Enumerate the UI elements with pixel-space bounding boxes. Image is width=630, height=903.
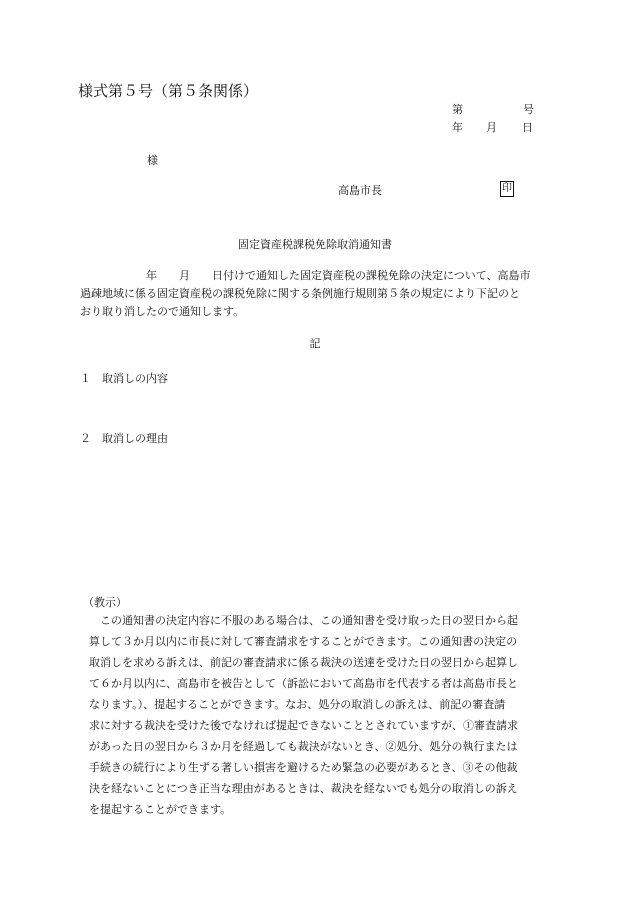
item-cancellation-reason: [80, 430, 168, 446]
item-number: ２: [80, 432, 91, 445]
form-number: 様式第５号（第５条関係）: [78, 82, 259, 100]
date-month-label: 月: [486, 121, 497, 134]
notice-body: この通知書の決定内容に不服のある場合は、この通知書を受け取った日の翌日から起 算して３か月以内に市長に対して審査請求をすることができます。この通知書の決定の 取消しを求める訴えは、前記の審査請求に係る裁決の送達を受けた日の翌日から起算し て６か月以内に、高島市を被告として（訴訟において高島市を代表する者は高島市長と なります。）、提起することができます。なお、処分の取消しの訴えは、前記の審査請 求に対する裁決を受けた後でなければ提起できないこととされていますが、①審査請求 があった日の翌日から３か月を経過しても裁決がないとき、②処分、処分の執行または 手続きの続行により生ずる著しい損害を避けるため緊急の必要があるとき、③その他裁 決を経ないことにつき正当な理由があるときは、裁決を経ないでも処分の取消しの訴え を提起することができます。: [89, 614, 518, 816]
body-paragraph: 年 月 日付けで通知した固定資産税の課税免除の決定について、高島市 過疎地域に係る固定資産税の課税免除に関する条例施行規則第５条の規定により下記のと おり取り消したので通知します。: [80, 269, 531, 318]
sender-mayor: 高島市長: [338, 184, 382, 197]
date-day-label: 日: [522, 121, 533, 134]
item-number: １: [80, 372, 91, 385]
number-suffix: 号: [523, 103, 534, 116]
seal-mark: 印: [500, 181, 514, 197]
item-label: 取消しの理由: [102, 432, 168, 445]
number-prefix: 第: [452, 103, 463, 116]
ki-heading: 記: [309, 337, 321, 350]
addressee-honorific: 様: [147, 154, 158, 167]
item-cancellation-content: [80, 370, 168, 386]
notice-heading: （教示）: [83, 596, 127, 609]
date-year-label: 年: [452, 121, 463, 134]
document-title: 固定資産税課税免除取消通知書: [238, 238, 392, 251]
item-label: 取消しの内容: [102, 372, 168, 385]
